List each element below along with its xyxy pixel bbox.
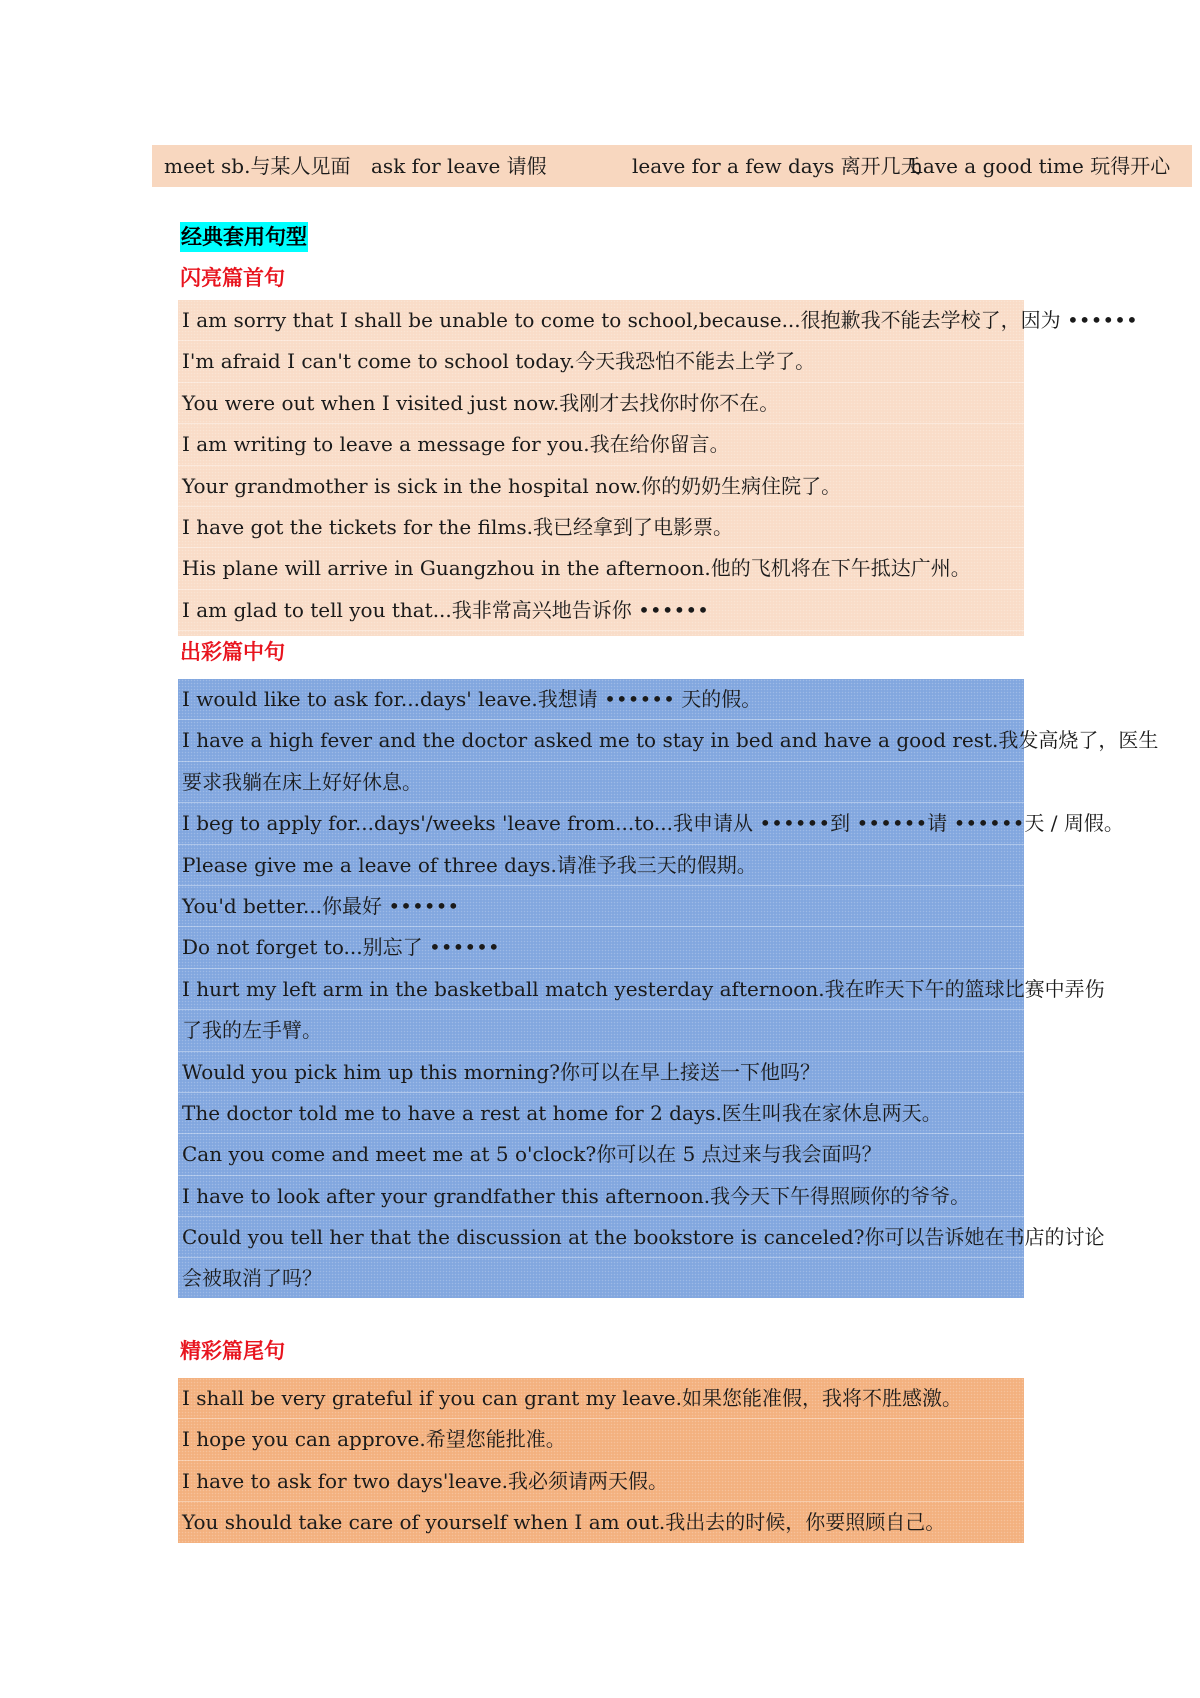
sentence-line: You were out when I visited just now.我刚才去找你时你不在。 bbox=[178, 383, 1024, 424]
sentence-line: I hurt my left arm in the basketball match yesterday afternoon.我在昨天下午的篮球比赛中弄伤 bbox=[178, 969, 1024, 1010]
sentence-line: I hope you can approve.希望您能批准。 bbox=[178, 1419, 1024, 1460]
sentence-line: Can you come and meet me at 5 o'clock?你可以在 5 点过来与我会面吗？ bbox=[178, 1134, 1024, 1175]
ending-heading: 精彩篇尾句 bbox=[180, 1338, 285, 1363]
sentence-line: 会被取消了吗？ bbox=[178, 1258, 1024, 1299]
sentence-line: You'd better...你最好 •••••• bbox=[178, 886, 1024, 927]
main-heading: 经典套用句型 bbox=[180, 222, 308, 252]
sentence-line: I am sorry that I shall be unable to come to school,because...很抱歉我不能去学校了，因为 •••••• bbox=[178, 300, 1024, 341]
sentence-line: I have got the tickets for the films.我已经拿到了电影票。 bbox=[178, 507, 1024, 548]
vocabulary-bar bbox=[152, 145, 1192, 187]
middle-sentences-box bbox=[178, 679, 1159, 1298]
sentence-line: Could you tell her that the discussion at the bookstore is canceled?你可以告诉她在书店的讨论 bbox=[178, 1217, 1024, 1258]
vocab-item: leave for a few days 离开几天 bbox=[632, 154, 921, 178]
opening-heading: 闪亮篇首句 bbox=[180, 265, 285, 290]
opening-sentences-box bbox=[178, 300, 1138, 636]
sentence-line: Do not forget to...别忘了 •••••• bbox=[178, 927, 1024, 968]
sentence-line: The doctor told me to have a rest at home for 2 days.医生叫我在家休息两天。 bbox=[178, 1093, 1024, 1134]
sentence-line: I shall be very grateful if you can grant my leave.如果您能准假，我将不胜感激。 bbox=[178, 1378, 1024, 1419]
sentence-line: I beg to apply for...days'/weeks 'leave from...to...我申请从 ••••••到 ••••••请 ••••••天 / 周假。 bbox=[178, 803, 1024, 844]
sentence-line: I have to look after your grandfather this afternoon.我今天下午得照顾你的爷爷。 bbox=[178, 1176, 1024, 1217]
sentence-line: I would like to ask for...days' leave.我想请 •••••• 天的假。 bbox=[178, 679, 1024, 720]
sentence-line: I have to ask for two days'leave.我必须请两天假。 bbox=[178, 1461, 1024, 1502]
sentence-line: Please give me a leave of three days.请准予我三天的假期。 bbox=[178, 845, 1024, 886]
sentence-line: Would you pick him up this morning?你可以在早上接送一下他吗？ bbox=[178, 1052, 1024, 1093]
sentence-line: 要求我躺在床上好好休息。 bbox=[178, 762, 1024, 803]
vocab-item: meet sb.与某人见面 bbox=[164, 154, 351, 178]
sentence-line: I am glad to tell you that...我非常高兴地告诉你 •••••• bbox=[178, 590, 1024, 631]
middle-heading: 出彩篇中句 bbox=[180, 639, 285, 664]
sentence-line: You should take care of yourself when I am out.我出去的时候，你要照顾自己。 bbox=[178, 1502, 1024, 1543]
sentence-line: His plane will arrive in Guangzhou in the afternoon.他的飞机将在下午抵达广州。 bbox=[178, 548, 1024, 589]
sentence-line: 了我的左手臂。 bbox=[178, 1010, 1024, 1051]
ending-sentences-box bbox=[178, 1378, 1024, 1543]
vocab-item: ask for leave 请假 bbox=[371, 154, 547, 178]
sentence-line: I'm afraid I can't come to school today.今天我恐怕不能去上学了。 bbox=[178, 341, 1024, 382]
sentence-line: Your grandmother is sick in the hospital now.你的奶奶生病住院了。 bbox=[178, 466, 1024, 507]
sentence-line: I am writing to leave a message for you.我在给你留言。 bbox=[178, 424, 1024, 465]
vocab-item: have a good time 玩得开心 bbox=[910, 154, 1171, 178]
sentence-line: I have a high fever and the doctor asked me to stay in bed and have a good rest.我发高烧了，医生 bbox=[178, 720, 1024, 761]
